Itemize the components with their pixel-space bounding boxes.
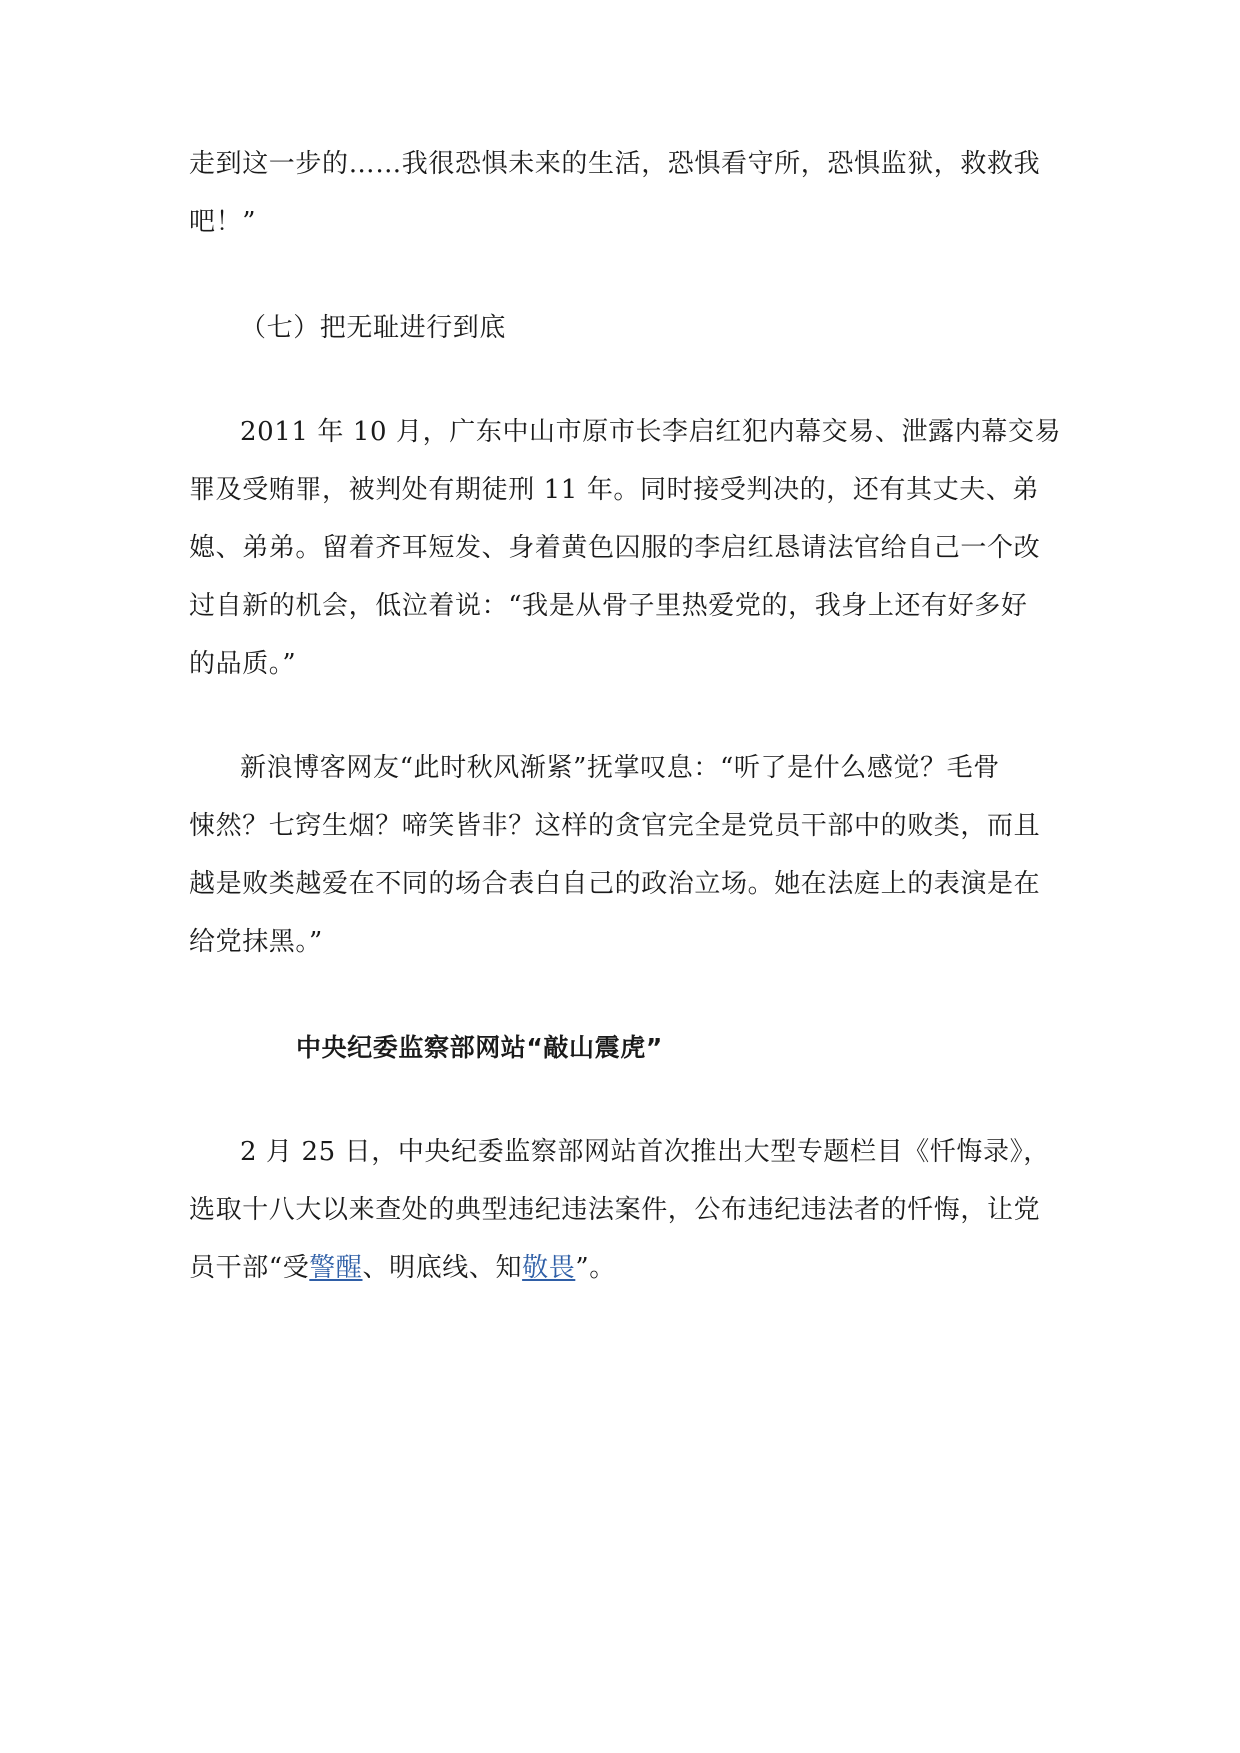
text-line: 给党抹黑。” [189, 927, 323, 957]
text-line: 2011 年 10 月，广东中山市原市长李启红犯内幕交易、泄露内幕交易 [240, 417, 1062, 447]
text-line: 悚然？七窍生烟？啼笑皆非？这样的贪官完全是党员干部中的败类，而且 [189, 811, 1041, 841]
text-line: 越是败类越爱在不同的场合表白自己的政治立场。她在法庭上的表演是在 [189, 869, 1041, 899]
link-jingxing[interactable]: 警醒 [309, 1253, 363, 1283]
section-heading-bold: 中央纪委监察部网站“敲山震虎” [296, 1033, 663, 1062]
text-line: 选取十八大以来查处的典型违纪违法案件，公布违纪违法者的忏悔，让党 [189, 1195, 1041, 1225]
text-line: 走到这一步的……我很恐惧未来的生活，恐惧看守所，恐惧监狱，救救我 [189, 149, 1041, 179]
text-segment: 员干部“受 [189, 1253, 310, 1283]
text-segment: 、明底线、知 [362, 1253, 523, 1283]
link-jingwei[interactable]: 敬畏 [522, 1253, 576, 1283]
text-line: 过自新的机会，低泣着说：“我是从骨子里热爱党的，我身上还有好多好 [189, 591, 1028, 621]
text-line: 的品质。” [189, 649, 297, 679]
text-line: 新浪博客网友“此时秋风渐紧”抚掌叹息：“听了是什么感觉？毛骨 [240, 753, 1000, 783]
text-line: 媳、弟弟。留着齐耳短发、身着黄色囚服的李启红恳请法官给自己一个改 [189, 533, 1041, 563]
text-line: 罪及受贿罪，被判处有期徒刑 11 年。同时接受判决的，还有其丈夫、弟 [189, 475, 1040, 505]
text-line: 吧！” [189, 207, 257, 237]
section-heading: （七）把无耻进行到底 [240, 313, 507, 343]
text-line: 2 月 25 日，中央纪委监察部网站首次推出大型专题栏目《忏悔录》， [240, 1137, 1050, 1167]
text-line-with-links [189, 1250, 616, 1286]
text-segment: ”。 [575, 1253, 616, 1283]
